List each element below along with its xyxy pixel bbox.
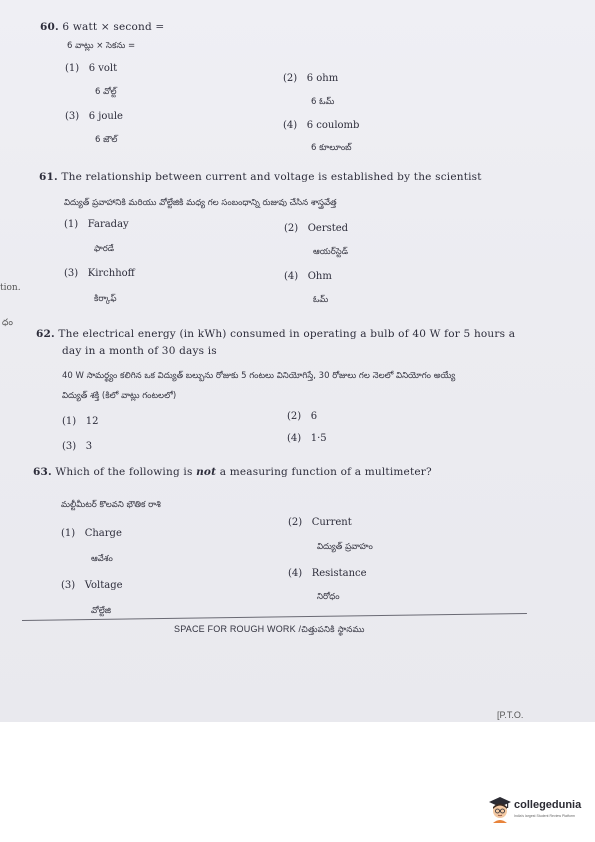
question-text-telugu-line-1: 40 W సామర్థ్యం కలిగిన ఒక విద్యుత్ బల్బును రోజుకు 5 గంటలు వినియోగిస్తే, 30 రోజులు గల నెలలో వినియోగం అయ్యే [62, 371, 456, 381]
option-number: (4) [284, 271, 299, 282]
question-text-telugu-line-2: విద్యుత్ శక్తి (కిలో వాట్లు గంటలలో) [62, 391, 177, 401]
option-2 [284, 223, 348, 234]
option-4-telugu: 6 కూలూంబ్ [311, 143, 352, 153]
question-number: 63. [33, 466, 52, 478]
option-4-telugu: నిరోధం [317, 592, 340, 602]
question-text-line-2: day in a month of 30 days is [62, 345, 217, 357]
option-text: 6 coulomb [306, 120, 360, 131]
option-2 [287, 411, 317, 422]
question-number: 62. [36, 328, 55, 340]
option-text: Charge [84, 528, 122, 539]
option-number: (3) [64, 268, 79, 279]
question-text-end: a measuring function of a multimeter? [216, 466, 432, 478]
option-1 [65, 63, 117, 74]
option-number: (4) [288, 568, 303, 579]
brand-tagline: India's largest Student Review Platform [514, 814, 575, 818]
option-text: Kirchhoff [87, 268, 135, 279]
option-number: (2) [284, 223, 299, 234]
page-edge-text-1: tion. [0, 283, 21, 293]
option-text: 6 joule [88, 111, 123, 122]
option-text: 6 ohm [306, 73, 339, 84]
option-3-telugu: కిర్కాఫ్ [94, 294, 117, 304]
option-3-telugu: వోల్టేజి [91, 606, 111, 616]
rough-work-text: SPACE FOR ROUGH WORK / [174, 624, 302, 634]
option-4-telugu: ఓమ్ [313, 295, 329, 305]
page-turn-over: [P.T.O. [497, 710, 524, 720]
question-text-telugu: 6 వాట్లు × సెకను = [67, 41, 136, 51]
option-number: (2) [283, 73, 298, 84]
option-2-telugu: 6 ఓమ్ [311, 97, 335, 107]
option-1-telugu: ఫారడే [94, 244, 115, 254]
option-text: Faraday [87, 219, 129, 230]
option-number: (4) [287, 433, 302, 444]
question-63 [33, 466, 432, 478]
option-text: Voltage [84, 580, 123, 591]
option-2-telugu: విద్యుత్ ప్రవాహం [317, 542, 373, 552]
option-1-telugu: ఆవేశం [91, 554, 113, 564]
question-emphasis: not [196, 466, 217, 478]
option-1 [62, 416, 98, 427]
question-text: 6 watt × second = [62, 21, 165, 33]
question-text-telugu: విద్యుత్ ప్రవాహానికి మరియు వోల్టేజికి మధ్య గల సంబంధాన్ని రుజువు చేసిన శాస్త్రవేత్త [64, 198, 337, 208]
question-62 [36, 328, 515, 340]
option-4 [288, 568, 367, 579]
option-4 [283, 120, 359, 131]
option-number: (1) [65, 63, 80, 74]
question-text-line-1: The electrical energy (in kWh) consumed in operating a bulb of 40 W for 5 hours a [58, 328, 516, 340]
option-text: Resistance [311, 568, 367, 579]
option-2-telugu: ఆయర్‌స్టెడ్ [313, 247, 349, 257]
option-3 [64, 268, 135, 279]
option-number: (1) [62, 416, 77, 427]
question-61 [39, 171, 482, 183]
option-text: 1·5 [310, 433, 327, 444]
option-3 [62, 441, 92, 452]
question-text: The relationship between current and voltage is established by the scientist [61, 171, 482, 183]
option-3 [61, 580, 123, 591]
option-3-telugu: 6 జౌల్ [95, 135, 118, 145]
option-text: Current [311, 517, 352, 528]
option-text: 12 [85, 416, 99, 427]
question-text: Which of the following is [55, 466, 197, 478]
option-number: (2) [288, 517, 303, 528]
rough-work-label [174, 624, 365, 637]
option-number: (2) [287, 411, 302, 422]
question-number: 60. [40, 21, 59, 33]
option-number: (3) [65, 111, 80, 122]
option-text: Oersted [307, 223, 349, 234]
question-number: 61. [39, 171, 58, 183]
brand-name: collegedunia [514, 799, 582, 811]
option-number: (1) [64, 219, 79, 230]
page-edge-text-2: ధం [2, 318, 13, 328]
rough-work-text-telugu: చిత్తుపనికి స్థానము [301, 625, 365, 635]
collegedunia-logo [488, 796, 588, 830]
option-2 [288, 517, 352, 528]
option-3 [65, 111, 123, 122]
option-number: (4) [283, 120, 298, 131]
option-1-telugu: 6 వోల్ట్ [95, 87, 117, 97]
option-text: 6 volt [88, 63, 118, 74]
option-text: 3 [85, 441, 93, 452]
option-1 [61, 528, 122, 539]
option-number: (3) [61, 580, 76, 591]
option-number: (1) [61, 528, 76, 539]
question-60 [40, 21, 164, 33]
option-text: 6 [310, 411, 318, 422]
question-text-telugu: మల్టీమీటర్ కొలవని భౌతిక రాశి [61, 500, 161, 510]
option-text: Ohm [307, 271, 332, 282]
option-2 [283, 73, 338, 84]
option-number: (3) [62, 441, 77, 452]
option-1 [64, 219, 129, 230]
student-mascot-icon [488, 796, 512, 824]
option-4 [284, 271, 332, 282]
option-4 [287, 433, 327, 444]
